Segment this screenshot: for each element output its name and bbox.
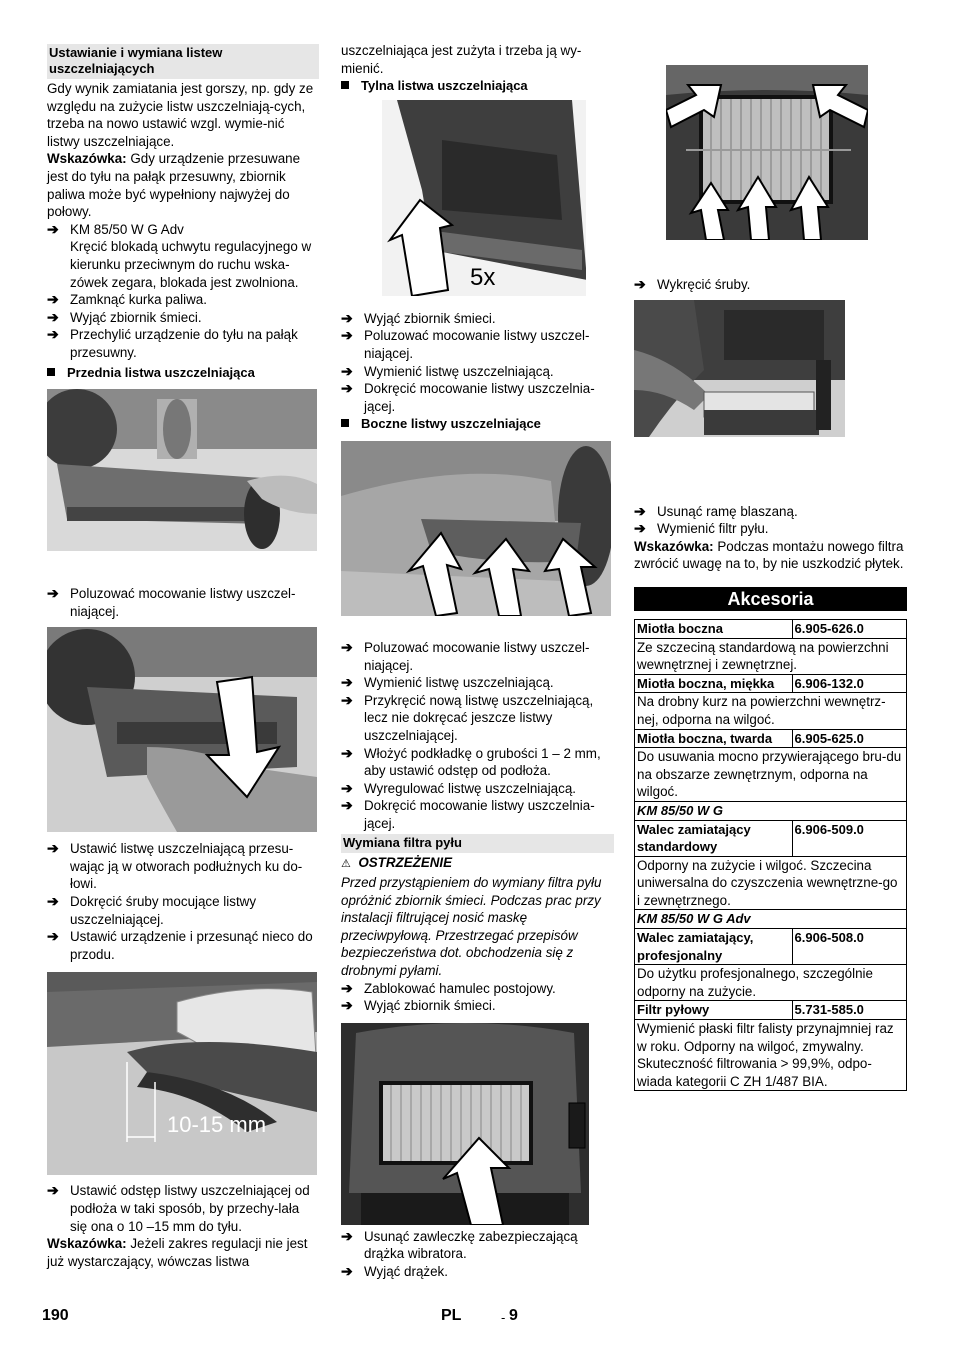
table-row bbox=[635, 693, 907, 729]
intro-text: Gdy wynik zamiatania jest gorszy, np. gdy ze względu na zużycie listw uszczelniają-cych, trzeba na nowo ustawić wzgl. wymie-nić listwy uszczelniające. bbox=[47, 81, 314, 149]
step-item: ➔ Włożyć podkładkę o grubości 1 – 2 mm, aby ustawić odstęp od podłoża. bbox=[341, 744, 601, 779]
acc-group-heading: KM 85/50 W G bbox=[635, 801, 907, 820]
photo-gap-measure bbox=[47, 972, 317, 1175]
acc-name: Miotła boczna bbox=[635, 619, 793, 638]
photo-filter-screws bbox=[666, 65, 868, 240]
acc-name: Miotła boczna, twarda bbox=[635, 729, 793, 748]
table-row bbox=[635, 820, 907, 856]
square-bullet-icon bbox=[341, 81, 349, 89]
arrow-icon: ➔ bbox=[341, 997, 353, 1014]
acc-name: Walec zamiatający, profesjonalny bbox=[635, 929, 793, 965]
note-3-label: Wskazówka: bbox=[634, 538, 714, 554]
note-1-text: Gdy urządzenie przesuwane jest do tyłu na pałąk przesuwny, zbiornik paliwa może być wypełniony najwyżej do połowy. bbox=[47, 151, 301, 220]
step-item: ➔ Wymienić filtr pyłu. bbox=[634, 520, 769, 537]
arrow-icon: ➔ bbox=[341, 638, 353, 655]
table-row bbox=[635, 674, 907, 693]
acc-code: 6.905-625.0 bbox=[792, 729, 906, 748]
column-3 bbox=[634, 42, 907, 1091]
arrow-icon: ➔ bbox=[341, 362, 353, 379]
acc-code: 5.731-585.0 bbox=[792, 1001, 906, 1020]
step-gap: ➔ Ustawić odstęp listwy uszczelniającej od podłoża w taki sposób, by przechy-lała się ona o 10 –15 mm do tyłu. bbox=[47, 1182, 310, 1234]
arrow-icon: ➔ bbox=[47, 326, 59, 343]
square-bullet-icon bbox=[47, 368, 55, 376]
table-row bbox=[635, 729, 907, 748]
warning-icon: ⚠ bbox=[341, 858, 351, 871]
step-item: ➔ Wyjąć zbiornik śmieci. bbox=[341, 309, 496, 326]
warning-heading: ⚠ OSTRZEŻENIE bbox=[341, 855, 453, 871]
arrow-icon: ➔ bbox=[341, 380, 353, 397]
acc-desc: Wymienić płaski filtr falisty przynajmniej raz w roku. Odporny na wilgoć, zmywalny. Skuteczność filtrowania > 99,9%, odpo-wiada kategorii C ZH 1/487 BIA. bbox=[635, 1020, 907, 1091]
photo-side-strips-illustration bbox=[341, 441, 611, 616]
note-1 bbox=[47, 150, 319, 220]
arrow-icon: ➔ bbox=[341, 309, 353, 326]
photo-filter-remove-illustration bbox=[634, 300, 845, 437]
column-2 bbox=[341, 42, 614, 1281]
step-item: ➔ Przykręcić nową listwę uszczelniającą, lecz nie dokręcać jeszcze listwy uszczelniającej. bbox=[341, 691, 594, 743]
language-code: PL bbox=[441, 1307, 462, 1324]
acc-group-heading: KM 85/50 W G Adv bbox=[635, 910, 907, 929]
step-item: ➔ Wyregulować listwę uszczelniającą. bbox=[341, 779, 576, 796]
photo-side-strips bbox=[341, 441, 611, 616]
table-row bbox=[635, 965, 907, 1001]
note-1-label: Wskazówka: bbox=[47, 151, 127, 167]
arrow-icon: ➔ bbox=[341, 327, 353, 344]
table-row bbox=[635, 929, 907, 965]
step-model: ➔ KM 85/50 W G Adv bbox=[47, 220, 184, 237]
photo-front-strip-illustration bbox=[47, 389, 317, 551]
step-screws: ➔ Wykręcić śruby. bbox=[634, 276, 751, 292]
photo-filter-open bbox=[341, 1023, 589, 1225]
arrow-icon: ➔ bbox=[341, 691, 353, 708]
bullet-front-strip: Przednia listwa uszczelniająca bbox=[47, 364, 319, 382]
step-item: ➔ Ustawić listwę uszczelniającą przesu-wając ją w otworach podłużnych ku do-łowi. bbox=[47, 840, 303, 892]
section-title-filter: Wymiana filtra pyłu bbox=[341, 834, 614, 853]
step-model-sub: Kręcić blokadą uchwytu regulacyjnego w kierunku przeciwnym do ruchu wska-zówek zegara, blokada jest zwolniona. bbox=[70, 239, 312, 290]
step-item: ➔ Poluzować mocowanie listwy uszczel-niającej. bbox=[341, 327, 590, 361]
photo-gap-measure-illustration bbox=[47, 972, 317, 1175]
table-row bbox=[635, 856, 907, 910]
sub-page-number: 9 bbox=[509, 1307, 518, 1324]
acc-desc: Do usuwania mocno przywierającego bru-du na obszarze zewnętrznym, odporna na wilgoć. bbox=[635, 748, 907, 802]
acc-code: 6.906-132.0 bbox=[792, 674, 906, 693]
arrow-icon: ➔ bbox=[341, 744, 353, 761]
footer-dash: - bbox=[501, 1310, 506, 1325]
photo-filter-remove bbox=[634, 300, 845, 437]
step-item: ➔ Wyjąć zbiornik śmieci. bbox=[341, 997, 496, 1014]
table-row bbox=[635, 1020, 907, 1091]
step-item: ➔ Przechylić urządzenie do tyłu na pałąk przesuwny. bbox=[47, 326, 298, 360]
acc-desc: Do użytku profesjonalnego, szczególnie odporny na zużycie. bbox=[635, 965, 907, 1001]
table-row bbox=[635, 1001, 907, 1020]
arrow-icon: ➔ bbox=[47, 291, 59, 308]
column-1 bbox=[47, 44, 319, 1270]
note-3-text: Podczas montażu nowego filtra zwrócić uwagę na to, by nie uszkodzić płytek. bbox=[634, 538, 904, 572]
bullet-rear-strip: Tylna listwa uszczelniająca bbox=[341, 77, 614, 95]
step-item: ➔ Poluzować mocowanie listwy uszczel-niającej. bbox=[341, 638, 590, 673]
photo-rear-strip bbox=[382, 100, 586, 296]
step-item: ➔ Dokręcić śruby mocujące listwy uszczelniającej. bbox=[47, 893, 257, 927]
acc-desc: Na drobny kurz na powierzchni wewnętrz-nej, odporna na wilgoć. bbox=[635, 693, 907, 729]
acc-desc: Odporny na zużycie i wilgoć. Szczecina uniwersalna do czyszczenia wewnętrzne-go i zewnętrznego. bbox=[635, 856, 907, 910]
photo-adjust-strip-illustration bbox=[47, 627, 317, 832]
bullet-side-strips: Boczne listwy uszczelniające bbox=[341, 415, 614, 433]
acc-code: 6.906-509.0 bbox=[792, 820, 906, 856]
accessories-table bbox=[634, 619, 907, 1091]
arrow-icon: ➔ bbox=[634, 276, 646, 292]
acc-name: Miotła boczna, miękka bbox=[635, 674, 793, 693]
arrow-icon: ➔ bbox=[47, 585, 59, 602]
arrow-icon: ➔ bbox=[341, 674, 353, 691]
arrow-icon: ➔ bbox=[47, 840, 59, 857]
note-2-label: Wskazówka: bbox=[47, 1236, 127, 1252]
note-2-text: Jeżeli zakres regulacji nie jest już wystarczający, wówczas listwa bbox=[47, 1236, 308, 1269]
photo-filter-open-illustration bbox=[341, 1023, 589, 1225]
acc-desc: Ze szczeciną standardową na powierzchni wewnętrznej i zewnętrznej. bbox=[635, 638, 907, 674]
arrow-icon: ➔ bbox=[341, 779, 353, 796]
step-item: ➔ Usunąć zawleczkę zabezpieczającą drążka wibratora. bbox=[341, 1227, 578, 1262]
accessories-title: Akcesoria bbox=[634, 587, 907, 611]
arrow-icon: ➔ bbox=[47, 1182, 59, 1199]
table-row bbox=[635, 619, 907, 638]
step-item: ➔ Dokręcić mocowanie listwy uszczelnia-jącej. bbox=[341, 797, 595, 831]
photo-filter-screws-illustration bbox=[666, 65, 868, 240]
photo-adjust-strip bbox=[47, 627, 317, 832]
arrow-icon: ➔ bbox=[341, 1263, 353, 1279]
step-loosen: ➔ Poluzować mocowanie listwy uszczel-niającej. bbox=[47, 585, 296, 619]
step-item: ➔ Zablokować hamulec postojowy. bbox=[341, 979, 556, 996]
note-3 bbox=[634, 538, 907, 573]
arrow-icon: ➔ bbox=[634, 520, 646, 537]
table-row bbox=[635, 638, 907, 674]
table-row bbox=[635, 748, 907, 802]
step-item: ➔ Wyjąć drążek. bbox=[341, 1263, 448, 1279]
acc-code: 6.905-626.0 bbox=[792, 619, 906, 638]
arrow-icon: ➔ bbox=[341, 979, 353, 996]
step-item: ➔ Usunąć ramę blaszaną. bbox=[634, 502, 798, 519]
continued-text: uszczelniająca jest zużyta i trzeba ją wy-mienić. bbox=[341, 43, 582, 76]
step-item: ➔ Wymienić listwę uszczelniającą. bbox=[341, 362, 554, 379]
arrow-icon: ➔ bbox=[341, 1227, 353, 1244]
step-item: ➔ Ustawić urządzenie i przesunąć nieco do przodu. bbox=[47, 928, 313, 962]
acc-name: Walec zamiatający standardowy bbox=[635, 820, 793, 856]
arrow-icon: ➔ bbox=[341, 797, 353, 814]
step-item: ➔ Dokręcić mocowanie listwy uszczelnia-jącej. bbox=[341, 380, 595, 414]
step-item: ➔ Zamknąć kurka paliwa. bbox=[47, 291, 207, 308]
arrow-icon: ➔ bbox=[47, 308, 59, 325]
photo-front-strip bbox=[47, 389, 317, 551]
step-item: ➔ Wymienić listwę uszczelniającą. bbox=[341, 674, 554, 691]
acc-code: 6.906-508.0 bbox=[792, 929, 906, 965]
page-number: 190 bbox=[42, 1307, 69, 1324]
table-row bbox=[635, 801, 907, 820]
arrow-icon: ➔ bbox=[47, 220, 59, 237]
arrow-icon: ➔ bbox=[47, 893, 59, 910]
arrow-icon: ➔ bbox=[634, 502, 646, 519]
warning-text: Przed przystąpieniem do wymiany filtra pyłu opróżnić zbiornik śmieci. Podczas prac przy instalacji filtrującej nosić maskę przeciwpyłową. Przestrzegać przepisów bezpieczeństwa dot. obchodzenia się z drobnymi pyłami. bbox=[341, 875, 602, 979]
acc-name: Filtr pyłowy bbox=[635, 1001, 793, 1020]
square-bullet-icon bbox=[341, 419, 349, 427]
rear-strip-count-label: 5x bbox=[470, 263, 496, 291]
step-item: ➔ Wyjąć zbiornik śmieci. bbox=[47, 308, 202, 325]
photo-rear-strip-illustration bbox=[382, 100, 586, 296]
gap-label: 10-15 mm bbox=[167, 1112, 267, 1138]
table-row bbox=[635, 910, 907, 929]
section-title-sealing-strips: Ustawianie i wymiana listew uszczelniających bbox=[47, 44, 319, 79]
note-2 bbox=[47, 1235, 319, 1270]
arrow-icon: ➔ bbox=[47, 928, 59, 945]
